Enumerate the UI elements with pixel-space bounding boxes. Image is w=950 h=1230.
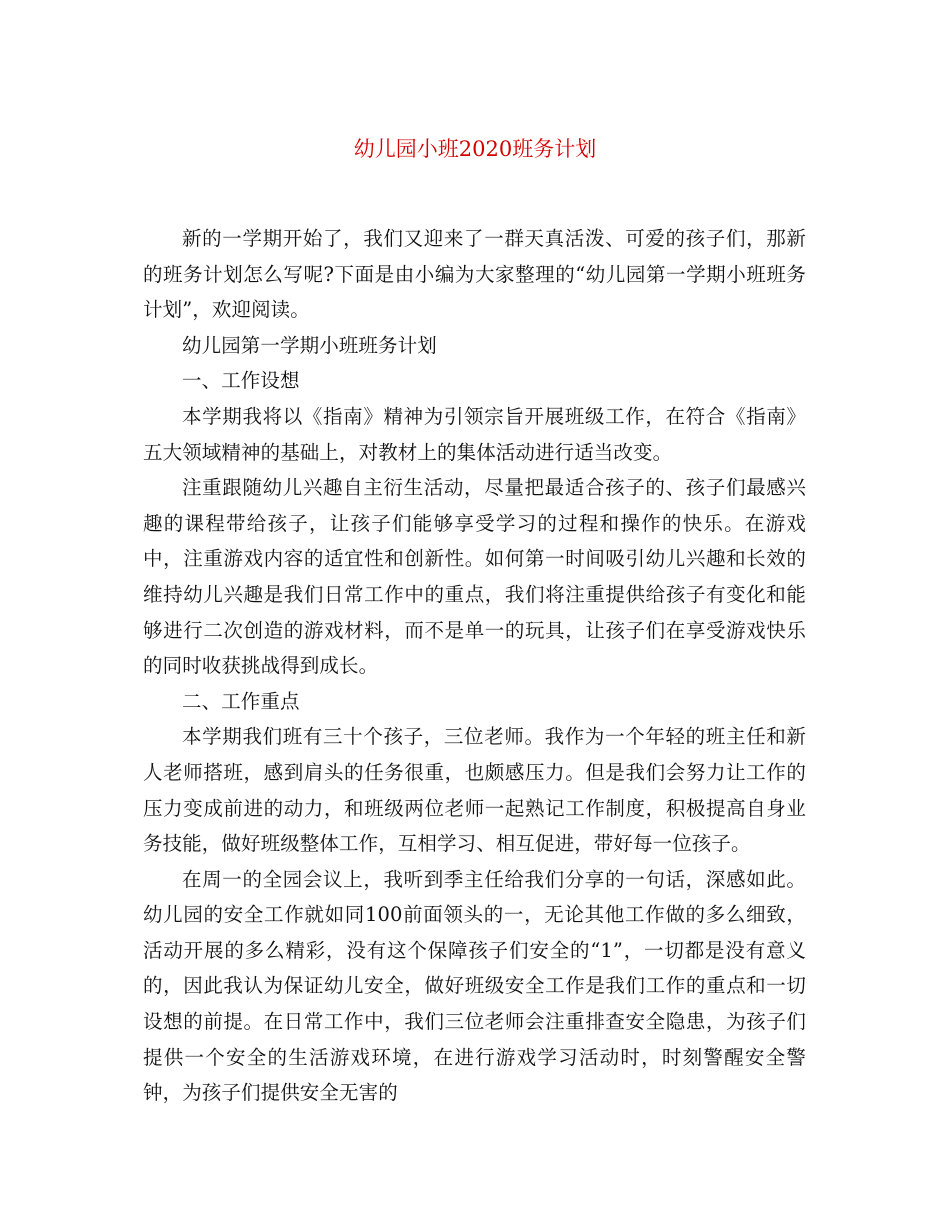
body-paragraph: 注重跟随幼儿兴趣自主衍生活动，尽量把最适合孩子的、孩子们最感兴趣的课程带给孩子，让孩子们能够享受学习的过程和操作的快乐。在游戏中，注重游戏内容的适宜性和创新性。如何第一时间吸引幼儿兴趣和长效的维持幼儿兴趣是我们日常工作中的重点，我们将注重提供给孩子有变化和能够进行二次创造的游戏材料，而不是单一的玩具，让孩子们在享受游戏快乐的同时收获挑战得到成长。 — [143, 476, 806, 678]
plan-heading: 幼儿园第一学期小班班务计划 — [182, 333, 437, 357]
section-heading-work-ideas: 一、工作设想 — [182, 369, 300, 393]
document-body — [143, 221, 806, 1111]
document-title: 幼儿园小班2020班务计划 — [353, 137, 597, 161]
section-heading-work-focus: 二、工作重点 — [182, 689, 300, 713]
intro-paragraph: 新的一学期开始了，我们又迎来了一群天真活泼、可爱的孩子们，那新的班务计划怎么写呢?下面是由小编为大家整理的“幼儿园第一学期小班班务计划”，欢迎阅读。 — [143, 227, 806, 322]
body-paragraph: 在周一的全园会议上，我听到季主任给我们分享的一句话，深感如此。幼儿园的安全工作就如同100前面领头的一，无论其他工作做的多么细致，活动开展的多么精彩，没有这个保障孩子们安全的“1”，一切都是没有意义的，因此我认为保证幼儿安全，做好班级安全工作是我们工作的重点和一切设想的前提。在日常工作中，我们三位老师会注重排查安全隐患，为孩子们提供一个安全的生活游戏环境，在进行游戏学习活动时，时刻警醒安全警钟，为孩子们提供安全无害的 — [143, 867, 806, 1105]
body-paragraph: 本学期我将以《指南》精神为引领宗旨开展班级工作，在符合《指南》五大领域精神的基础上，对教材上的集体活动进行适当改变。 — [143, 404, 806, 464]
body-paragraph: 本学期我们班有三十个孩子，三位老师。我作为一个年轻的班主任和新人老师搭班，感到肩头的任务很重，也颇感压力。但是我们会努力让工作的压力变成前进的动力，和班级两位老师一起熟记工作制度，积极提高自身业务技能，做好班级整体工作，互相学习、相互促进，带好每一位孩子。 — [143, 725, 806, 856]
